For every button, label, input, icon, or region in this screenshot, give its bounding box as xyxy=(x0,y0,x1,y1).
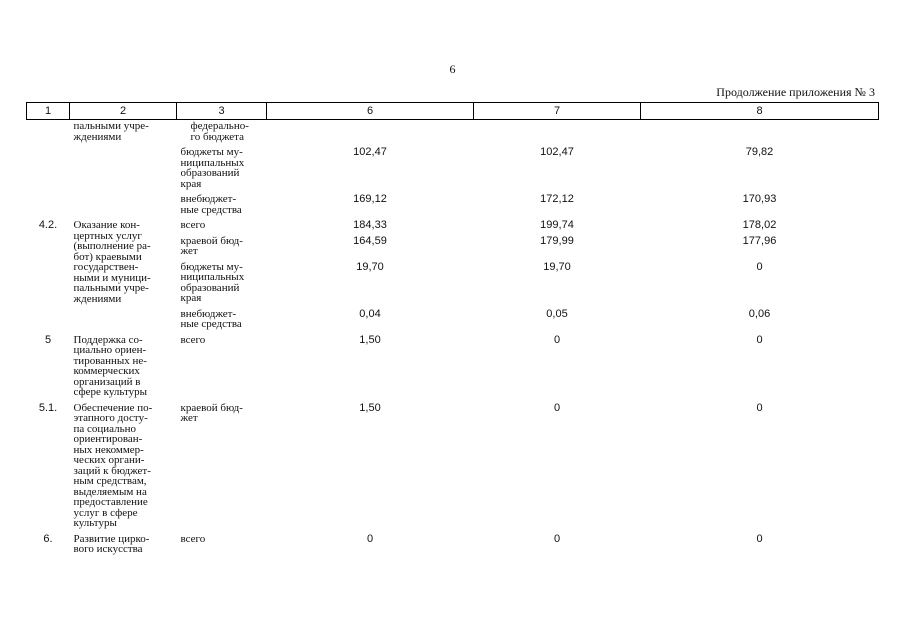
table-row xyxy=(27,146,879,193)
header-col-8: 8 xyxy=(641,103,879,120)
row-number: 5.1. xyxy=(38,401,58,414)
header-col-2: 2 xyxy=(70,103,177,120)
activity-name: Обеспечение по- этапного досту- па социально ориентирован- ных некоммер- ческих органи- заций к бюджет- ным средствам, выделяемым на предоставление услуг в сфере культуры xyxy=(73,401,153,529)
activity-name: Оказание кон- цертных услуг (выполнение ра- бот) краевыми государствен- ными и муници- пальными учре- ждениями xyxy=(73,219,151,305)
activity-name: Развитие цирко- вого искусства xyxy=(73,532,150,555)
activity-name xyxy=(70,146,177,193)
value-col-7: 0 xyxy=(553,532,561,545)
header-col-7: 7 xyxy=(474,103,641,120)
table-row xyxy=(27,219,879,235)
table-row xyxy=(27,402,879,533)
value-col-8: 177,96 xyxy=(742,234,777,247)
table-row xyxy=(27,533,879,559)
value-col-6: 164,59 xyxy=(353,234,387,247)
value-col-8: 170,93 xyxy=(742,193,777,205)
value-col-6: 1,50 xyxy=(359,401,381,414)
value-col-6: 0 xyxy=(366,532,374,545)
funding-source: всего xyxy=(180,532,206,545)
value-col-7: 102,47 xyxy=(540,146,574,158)
value-col-8: 79,82 xyxy=(745,146,774,158)
value-col-7: 172,12 xyxy=(540,193,574,205)
value-col-6: 0,04 xyxy=(359,307,381,320)
value-col-6: 19,70 xyxy=(356,260,384,273)
value-col-8: 0 xyxy=(756,401,763,414)
value-col-8: 0 xyxy=(756,260,763,273)
activity-name: Поддержка со- циально ориен- тированных не- коммерческих организаций в сфере культуры xyxy=(73,333,148,398)
value-col-6 xyxy=(267,120,474,147)
value-col-7 xyxy=(474,120,641,147)
value-col-6: 102,47 xyxy=(353,146,387,158)
value-col-6: 1,50 xyxy=(359,333,381,346)
header-row xyxy=(27,103,879,120)
value-col-8 xyxy=(641,120,879,147)
value-col-7: 179,99 xyxy=(540,234,574,247)
row-number xyxy=(27,193,70,219)
value-col-6: 184,33 xyxy=(353,219,387,231)
row-number xyxy=(27,146,70,193)
row-number: 4.2. xyxy=(38,219,58,231)
funding-source: краевой бюд- жет xyxy=(180,401,243,424)
funding-source: бюджеты му- ниципальных образований края xyxy=(180,260,245,304)
value-col-6: 169,12 xyxy=(353,193,387,205)
table-row xyxy=(27,193,879,219)
funding-source: всего xyxy=(180,219,206,231)
table-row xyxy=(27,120,879,147)
funding-source: всего xyxy=(180,333,206,346)
table-row xyxy=(27,334,879,402)
funding-source: краевой бюд- жет xyxy=(180,234,243,257)
value-col-8: 0 xyxy=(756,532,763,545)
value-col-8: 0 xyxy=(756,333,763,346)
value-col-8: 178,02 xyxy=(742,219,777,231)
value-col-7: 19,70 xyxy=(543,260,571,273)
value-col-7: 0 xyxy=(553,333,561,346)
funding-source: внебюджет- ные средства xyxy=(180,307,242,330)
value-col-7: 199,74 xyxy=(540,219,574,231)
row-number: 5 xyxy=(44,333,52,346)
row-number xyxy=(27,308,70,334)
page-number: 6 xyxy=(449,62,456,76)
funding-source: внебюджет- ные средства xyxy=(180,193,242,216)
value-col-8: 0,06 xyxy=(748,307,771,320)
row-number xyxy=(27,120,70,147)
row-number xyxy=(27,235,70,261)
activity-name xyxy=(70,193,177,219)
row-number: 6. xyxy=(43,532,53,545)
header-col-3: 3 xyxy=(177,103,267,120)
value-col-7: 0 xyxy=(553,401,561,414)
funding-source: федерально- го бюджета xyxy=(190,120,249,143)
value-col-7: 0,05 xyxy=(546,307,568,320)
continuation-label: Продолжение приложения № 3 xyxy=(716,85,875,99)
header-col-1: 1 xyxy=(27,103,70,120)
budget-table xyxy=(26,102,879,559)
funding-source: бюджеты му- ниципальных образований края xyxy=(180,146,245,190)
row-number xyxy=(27,261,70,308)
activity-name: пальными учре- ждениями xyxy=(73,120,149,143)
header-col-6: 6 xyxy=(267,103,474,120)
